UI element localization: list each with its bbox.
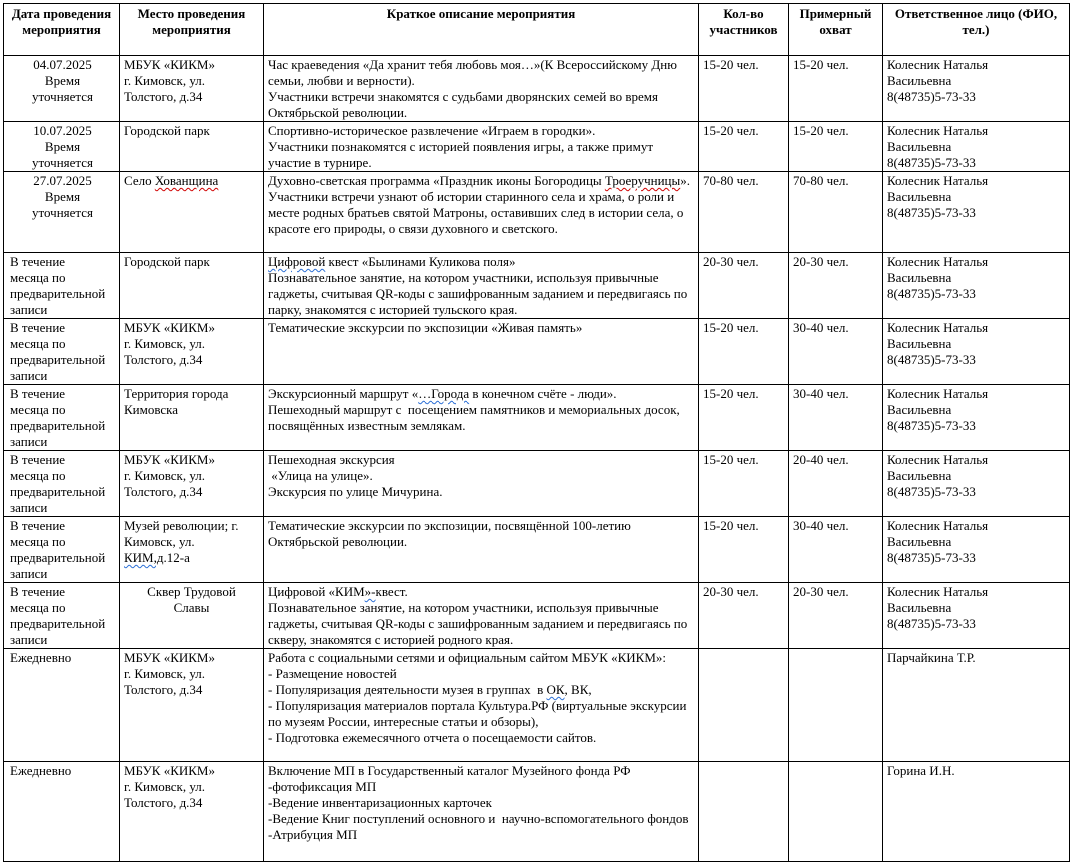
cell-responsible [883, 56, 1070, 122]
responsible-text: Парчайкина Т.Р. [887, 650, 976, 665]
description-text-marked: Цифровой [268, 254, 326, 269]
description-text [268, 584, 694, 648]
cell-reach: 30-40 чел. [789, 517, 883, 583]
description-text-post: квест «Былинами Куликова поля» Познавательное занятие, на котором участники, используя привычные гаджеты, считывая QR-коды с зашифрованным заданием и передвигаясь по парку, знакомятся с историей тульского края. [268, 254, 688, 317]
cell-place [120, 385, 264, 451]
header-reach: Примерный охват [789, 4, 883, 56]
place-text-marked: КИМ,д [124, 550, 164, 565]
cell-description [264, 583, 699, 649]
cell-place [120, 451, 264, 517]
cell-date [4, 56, 120, 122]
description-text-marked: ОК [546, 682, 565, 697]
cell-responsible [883, 451, 1070, 517]
cell-place [120, 762, 264, 862]
table-row [4, 319, 1070, 385]
cell-description [264, 762, 699, 862]
place-text [124, 173, 259, 189]
cell-responsible [883, 649, 1070, 762]
cell-participants: 20-30 чел. [699, 253, 789, 319]
description-text-post: квест. Познавательное занятие, на котором участники, используя привычные гаджеты, считывая QR-коды с зашифрованным заданием и передвигаясь по скверу, знакомятся с историей родного края. [268, 584, 688, 647]
date-text: В течение месяца по предварительной записи [10, 584, 106, 647]
description-text: Спортивно-историческое развлечение «Играем в городки». Участники познакомятся с историей появления игры, а также примут участие в турнире. [268, 123, 654, 170]
description-text [268, 254, 694, 318]
place-text: МБУК «КИКМ» г. Кимовск, ул. Толстого, д.34 [124, 57, 215, 104]
table-row [4, 122, 1070, 172]
table-row [4, 762, 1070, 862]
cell-description [264, 172, 699, 253]
cell-reach: 20-30 чел. [789, 583, 883, 649]
responsible-text: Колесник Наталья Васильевна 8(48735)5-73-33 [887, 173, 989, 220]
cell-description [264, 253, 699, 319]
description-text-post: в конечном счёте - люди». Пешеходный маршрут с посещением памятников и мемориальных досок, посвящённых известным землякам. [268, 386, 680, 433]
cell-place [120, 56, 264, 122]
description-text-pre: Духовно-светская программа «Праздник иконы Богородицы [268, 173, 605, 188]
responsible-text: Колесник Наталья Васильевна 8(48735)5-73-33 [887, 518, 989, 565]
place-text: Сквер Трудовой Славы [147, 584, 236, 615]
description-text [268, 386, 694, 434]
description-text-marked: Троеручницы [604, 173, 681, 188]
cell-reach: 15-20 чел. [789, 122, 883, 172]
table-row [4, 583, 1070, 649]
cell-description [264, 517, 699, 583]
cell-responsible [883, 253, 1070, 319]
cell-description [264, 319, 699, 385]
place-text-post: .12-а [163, 550, 190, 565]
cell-place [120, 122, 264, 172]
place-text-marked: Хованщина [154, 173, 219, 188]
cell-reach: 70-80 чел. [789, 172, 883, 253]
cell-participants: 15-20 чел. [699, 122, 789, 172]
description-text-marked: »- [364, 584, 376, 599]
description-text-post: ». Участники встречи узнают об истории старинного села и храма, о роли и месте родных братьев святой Матроны, оставивших след в истории села, о красоте его природы, о связи духовного и светского. [268, 173, 694, 236]
header-description: Краткое описание мероприятия [264, 4, 699, 56]
cell-date [4, 649, 120, 762]
cell-reach: 30-40 чел. [789, 319, 883, 385]
description-text: Пешеходная экскурсия «Улица на улице». Экскурсия по улице Мичурина. [268, 452, 443, 499]
cell-reach [789, 649, 883, 762]
cell-place [120, 517, 264, 583]
place-text: Территория города Кимовска [124, 386, 229, 417]
cell-place [120, 319, 264, 385]
date-text: В течение месяца по предварительной записи [10, 518, 106, 581]
cell-date [4, 319, 120, 385]
table-row [4, 172, 1070, 253]
place-text-pre: Музей революции; г. Кимовск, ул. [124, 518, 239, 549]
cell-reach: 20-30 чел. [789, 253, 883, 319]
events-plan-table [3, 3, 1070, 862]
cell-participants: 20-30 чел. [699, 583, 789, 649]
cell-date [4, 122, 120, 172]
cell-participants: 15-20 чел. [699, 517, 789, 583]
cell-participants: 15-20 чел. [699, 451, 789, 517]
cell-participants: 15-20 чел. [699, 56, 789, 122]
place-text [124, 518, 259, 566]
cell-participants: 15-20 чел. [699, 385, 789, 451]
table-row [4, 649, 1070, 762]
place-text: Городской парк [124, 123, 210, 138]
responsible-text: Колесник Наталья Васильевна 8(48735)5-73-33 [887, 584, 989, 631]
date-text: В течение месяца по предварительной записи [10, 320, 106, 383]
cell-responsible [883, 385, 1070, 451]
responsible-text: Колесник Наталья Васильевна 8(48735)5-73-33 [887, 452, 989, 499]
description-text-marked: …Города [418, 386, 470, 401]
description-text-pre: Экскурсионный маршрут « [268, 386, 419, 401]
description-text-pre: Цифровой «КИМ [268, 584, 365, 599]
table-row [4, 385, 1070, 451]
cell-description [264, 451, 699, 517]
cell-responsible [883, 583, 1070, 649]
responsible-text: Колесник Наталья Васильевна 8(48735)5-73-33 [887, 123, 989, 170]
cell-responsible [883, 762, 1070, 862]
cell-date [4, 385, 120, 451]
date-text: 04.07.2025 Время уточняется [31, 57, 93, 104]
cell-description [264, 122, 699, 172]
cell-responsible [883, 122, 1070, 172]
cell-description [264, 385, 699, 451]
place-text: Городской парк [124, 254, 210, 269]
table-header-row [4, 4, 1070, 56]
description-text-pre: Работа с социальными сетями и официальным сайтом МБУК «КИКМ»: - Размещение новостей - Популяризация деятельности музея в группах в [268, 650, 667, 697]
description-text: Тематические экскурсии по экспозиции, посвящённой 100-летию Октябрьской революции. [268, 518, 635, 549]
date-text: Ежедневно [10, 650, 72, 665]
cell-description [264, 56, 699, 122]
description-text: Тематические экскурсии по экспозиции «Живая память» [268, 320, 583, 335]
table-row [4, 517, 1070, 583]
description-text [268, 173, 694, 237]
cell-participants [699, 762, 789, 862]
description-text-post: , ВК, - Популяризация материалов портала Культура.РФ (виртуальные экскурсии по музеям России, интересные статьи и обзоры), - Подготовка ежемесячного отчета о посещаемости сайтов. [268, 682, 687, 745]
header-responsible: Ответственное лицо (ФИО, тел.) [883, 4, 1070, 56]
description-text [268, 650, 694, 746]
description-text: Включение МП в Государственный каталог Музейного фонда РФ -фотофиксация МП -Ведение инвентаризационных карточек -Ведение Книг поступлений основного и научно-вспомогательного фондов -Атрибуция МП [268, 763, 689, 842]
cell-place [120, 253, 264, 319]
cell-reach: 20-40 чел. [789, 451, 883, 517]
responsible-text: Колесник Наталья Васильевна 8(48735)5-73-33 [887, 57, 989, 104]
cell-participants: 70-80 чел. [699, 172, 789, 253]
date-text: Ежедневно [10, 763, 72, 778]
header-place: Место проведения мероприятия [120, 4, 264, 56]
cell-place [120, 583, 264, 649]
cell-place [120, 172, 264, 253]
description-text: Час краеведения «Да хранит тебя любовь моя…»(К Всероссийскому Дню семьи, любви и верности). Участники встречи знакомятся с судьбами дворянских семей во время Октябрьской революции. [268, 57, 677, 120]
cell-reach: 15-20 чел. [789, 56, 883, 122]
cell-reach: 30-40 чел. [789, 385, 883, 451]
responsible-text: Колесник Наталья Васильевна 8(48735)5-73-33 [887, 254, 989, 301]
cell-responsible [883, 319, 1070, 385]
cell-participants [699, 649, 789, 762]
place-text-pre: Село [124, 173, 155, 188]
place-text: МБУК «КИКМ» г. Кимовск, ул. Толстого, д.34 [124, 650, 215, 697]
place-text: МБУК «КИКМ» г. Кимовск, ул. Толстого, д.34 [124, 452, 215, 499]
cell-description [264, 649, 699, 762]
cell-date [4, 172, 120, 253]
place-text: МБУК «КИКМ» г. Кимовск, ул. Толстого, д.34 [124, 763, 215, 810]
cell-date [4, 762, 120, 862]
cell-date [4, 517, 120, 583]
responsible-text: Горина И.Н. [887, 763, 955, 778]
header-date: Дата проведения мероприятия [4, 4, 120, 56]
header-participants: Кол-во участников [699, 4, 789, 56]
table-row [4, 253, 1070, 319]
responsible-text: Колесник Наталья Васильевна 8(48735)5-73-33 [887, 320, 989, 367]
date-text: В течение месяца по предварительной записи [10, 386, 106, 449]
date-text: 27.07.2025 Время уточняется [31, 173, 93, 220]
cell-participants: 15-20 чел. [699, 319, 789, 385]
cell-responsible [883, 517, 1070, 583]
cell-date [4, 583, 120, 649]
cell-date [4, 451, 120, 517]
table-row [4, 56, 1070, 122]
cell-date [4, 253, 120, 319]
date-text: В течение месяца по предварительной записи [10, 452, 106, 515]
cell-place [120, 649, 264, 762]
cell-reach [789, 762, 883, 862]
table-row [4, 451, 1070, 517]
cell-responsible [883, 172, 1070, 253]
responsible-text: Колесник Наталья Васильевна 8(48735)5-73-33 [887, 386, 989, 433]
place-text: МБУК «КИКМ» г. Кимовск, ул. Толстого, д.34 [124, 320, 215, 367]
date-text: 10.07.2025 Время уточняется [31, 123, 93, 170]
date-text: В течение месяца по предварительной записи [10, 254, 106, 317]
